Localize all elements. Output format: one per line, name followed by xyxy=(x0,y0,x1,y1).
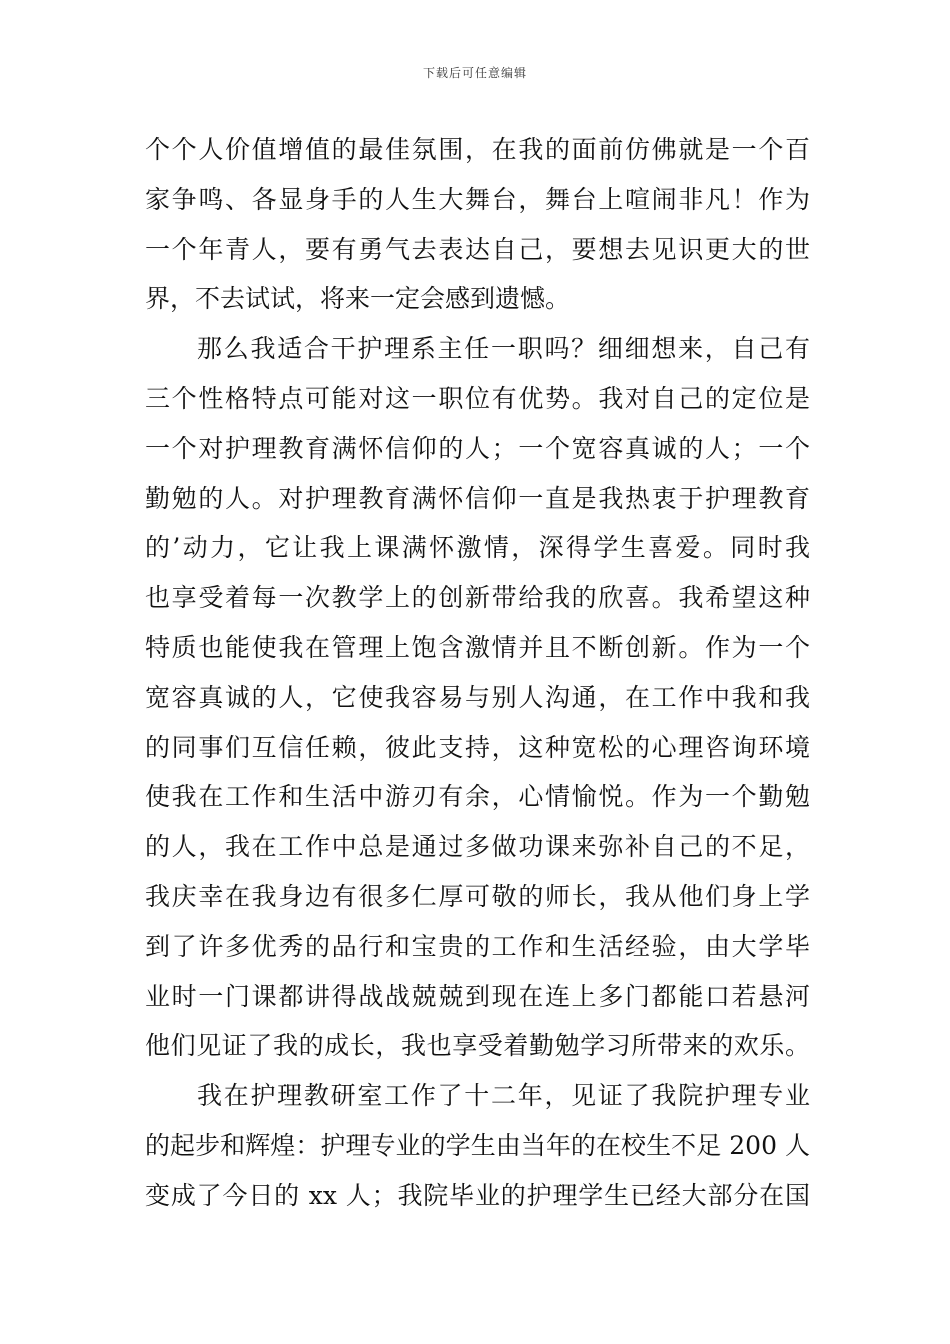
text-line: 也享受着每一次教学上的创新带给我的欣喜。我希望这种 xyxy=(145,583,810,613)
text-line: 宽容真诚的人，它使我容易与别人沟通，在工作中我和我 xyxy=(145,682,810,712)
text-line: 一个对护理教育满怀信仰的人；一个宽容真诚的人；一个 xyxy=(145,433,810,463)
text-line: 特质也能使我在管理上饱含激情并且不断创新。作为一个 xyxy=(145,632,810,662)
text-line: 的同事们互信任赖，彼此支持，这种宽松的心理咨询环境 xyxy=(145,732,810,762)
text-line: 界，不去试试，将来一定会感到遗憾。 xyxy=(145,284,571,314)
text-line: 勤勉的人。对护理教育满怀信仰一直是我热衷于护理教育 xyxy=(145,483,810,513)
text-line: 到了许多优秀的品行和宝贵的工作和生活经验，由大学毕 xyxy=(145,931,810,961)
text-line: 那么我适合干护理系主任一职吗？细细想来，自己有 xyxy=(197,334,810,364)
text-line: 我庆幸在我身边有很多仁厚可敬的师长，我从他们身上学 xyxy=(145,881,810,911)
text-line: 他们见证了我的成长，我也享受着勤勉学习所带来的欢乐。 xyxy=(145,1031,810,1061)
text-line: 使我在工作和生活中游刃有余，心情愉悦。作为一个勤勉 xyxy=(145,782,810,812)
text-line: 个个人价值增值的最佳氛围，在我的面前仿佛就是一个百 xyxy=(145,135,810,164)
text-line: 业时一门课都讲得战战兢兢到现在连上多门都能口若悬河 xyxy=(145,981,810,1011)
text-line: 的人，我在工作中总是通过多做功课来弥补自己的不足， xyxy=(145,832,810,862)
text-line: 的起步和辉煌：护理专业的学生由当年的在校生不足 200 人 xyxy=(145,1130,810,1160)
text-line: 我在护理教研室工作了十二年，见证了我院护理专业 xyxy=(197,1081,810,1111)
text-line: 一个年青人，要有勇气去表达自己，要想去见识更大的世 xyxy=(145,234,810,264)
text-line: 变成了今日的 xx 人；我院毕业的护理学生已经大部分在国 xyxy=(145,1180,810,1210)
header-note: 下载后可任意编辑 xyxy=(422,66,527,80)
body-text xyxy=(145,125,810,1221)
text-line: 三个性格特点可能对这一职位有优势。我对自己的定位是 xyxy=(145,383,810,413)
text-line: 的’动力，它让我上课满怀激情，深得学生喜爱。同时我 xyxy=(145,533,810,563)
text-line: 家争鸣、各显身手的人生大舞台，舞台上喧闹非凡！作为 xyxy=(145,184,810,214)
